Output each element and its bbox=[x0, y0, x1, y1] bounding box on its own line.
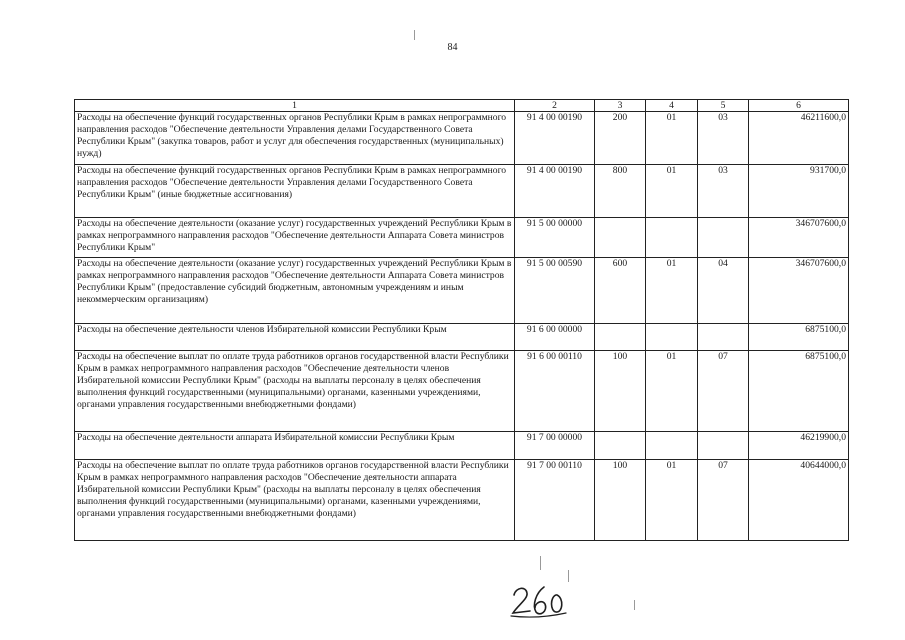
row-subsection: 07 bbox=[698, 351, 749, 432]
row-amount: 6875100,0 bbox=[749, 324, 849, 351]
row-type bbox=[595, 218, 646, 258]
table-row bbox=[75, 165, 849, 218]
row-type: 200 bbox=[595, 112, 646, 165]
scan-artifact bbox=[414, 30, 415, 40]
row-type: 100 bbox=[595, 351, 646, 432]
row-subsection: 07 bbox=[698, 460, 749, 541]
row-type bbox=[595, 324, 646, 351]
header-cell: 5 bbox=[698, 100, 749, 112]
scan-artifact bbox=[568, 570, 569, 582]
row-section bbox=[646, 432, 698, 460]
row-code: 91 7 00 00110 bbox=[515, 460, 595, 541]
scan-artifact bbox=[540, 556, 541, 570]
row-section: 01 bbox=[646, 351, 698, 432]
header-cell: 1 bbox=[75, 100, 515, 112]
row-amount: 931700,0 bbox=[749, 165, 849, 218]
row-description: Расходы на обеспечение выплат по оплате труда работников органов государственной власти Республики Крым в рамках непрограммного направления расходов "Обеспечение деятельности членов Избирательной комиссии Республики Крым" (расходы на выплаты персоналу в целях обеспечения выполнения функций государственными (муниципальными) органами, казенными учреждениями, органами управления государственными внебюджетными фондами) bbox=[75, 351, 515, 432]
scan-artifact bbox=[634, 600, 635, 610]
row-amount: 40644000,0 bbox=[749, 460, 849, 541]
row-code: 91 6 00 00110 bbox=[515, 351, 595, 432]
row-section: 01 bbox=[646, 460, 698, 541]
row-code: 91 6 00 00000 bbox=[515, 324, 595, 351]
row-type bbox=[595, 432, 646, 460]
row-amount: 46211600,0 bbox=[749, 112, 849, 165]
table-row bbox=[75, 324, 849, 351]
row-amount: 46219900,0 bbox=[749, 432, 849, 460]
header-cell: 6 bbox=[749, 100, 849, 112]
row-code: 91 4 00 00190 bbox=[515, 165, 595, 218]
table-row bbox=[75, 112, 849, 165]
row-amount: 346707600,0 bbox=[749, 258, 849, 324]
row-section bbox=[646, 218, 698, 258]
table-row bbox=[75, 432, 849, 460]
page-number: 84 bbox=[447, 42, 458, 53]
row-subsection: 03 bbox=[698, 112, 749, 165]
table-row bbox=[75, 460, 849, 541]
row-type: 600 bbox=[595, 258, 646, 324]
row-description: Расходы на обеспечение деятельности аппарата Избирательной комиссии Республики Крым bbox=[75, 432, 515, 460]
handwritten-page-number bbox=[508, 583, 568, 619]
row-amount: 6875100,0 bbox=[749, 351, 849, 432]
row-description: Расходы на обеспечение выплат по оплате труда работников органов государственной власти Республики Крым в рамках непрограммного направления расходов "Обеспечение деятельности аппарата Избирательной комиссии Республики Крым" (расходы на выплаты персоналу в целях обеспечения выполнения функций государственными (муниципальными) органами, казенными учреждениями, органами управления государственными внебюджетными фондами) bbox=[75, 460, 515, 541]
row-code: 91 5 00 00000 bbox=[515, 218, 595, 258]
table-header-row bbox=[75, 100, 849, 112]
row-subsection bbox=[698, 218, 749, 258]
table-row bbox=[75, 258, 849, 324]
row-type: 100 bbox=[595, 460, 646, 541]
row-subsection bbox=[698, 432, 749, 460]
row-description: Расходы на обеспечение функций государственных органов Республики Крым в рамках непрограммного направления расходов "Обеспечение деятельности Управления делами Государственного Совета Республики Крым" (иные бюджетные ассигнования) bbox=[75, 165, 515, 218]
row-subsection: 04 bbox=[698, 258, 749, 324]
row-amount: 346707600,0 bbox=[749, 218, 849, 258]
row-description: Расходы на обеспечение деятельности (оказание услуг) государственных учреждений Республики Крым в рамках непрограммного направления расходов "Обеспечение деятельности Аппарата Совета министров Республики Крым" bbox=[75, 218, 515, 258]
row-code: 91 4 00 00190 bbox=[515, 112, 595, 165]
header-cell: 2 bbox=[515, 100, 595, 112]
row-type: 800 bbox=[595, 165, 646, 218]
budget-table bbox=[74, 99, 849, 541]
table-row bbox=[75, 351, 849, 432]
row-section: 01 bbox=[646, 165, 698, 218]
row-section bbox=[646, 324, 698, 351]
row-section: 01 bbox=[646, 258, 698, 324]
row-code: 91 7 00 00000 bbox=[515, 432, 595, 460]
row-code: 91 5 00 00590 bbox=[515, 258, 595, 324]
row-description: Расходы на обеспечение функций государственных органов Республики Крым в рамках непрограммного направления расходов "Обеспечение деятельности Управления делами Государственного Совета Республики Крым" (закупка товаров, работ и услуг для обеспечения государственных (муниципальных) нужд) bbox=[75, 112, 515, 165]
header-cell: 4 bbox=[646, 100, 698, 112]
header-cell: 3 bbox=[595, 100, 646, 112]
row-description: Расходы на обеспечение деятельности (оказание услуг) государственных учреждений Республики Крым в рамках непрограммного направления расходов "Обеспечение деятельности Аппарата Совета министров Республики Крым" (предоставление субсидий бюджетным, автономным учреждениям и иным некоммерческим организациям) bbox=[75, 258, 515, 324]
row-subsection: 03 bbox=[698, 165, 749, 218]
row-subsection bbox=[698, 324, 749, 351]
row-description: Расходы на обеспечение деятельности членов Избирательной комиссии Республики Крым bbox=[75, 324, 515, 351]
row-section: 01 bbox=[646, 112, 698, 165]
table-row bbox=[75, 218, 849, 258]
